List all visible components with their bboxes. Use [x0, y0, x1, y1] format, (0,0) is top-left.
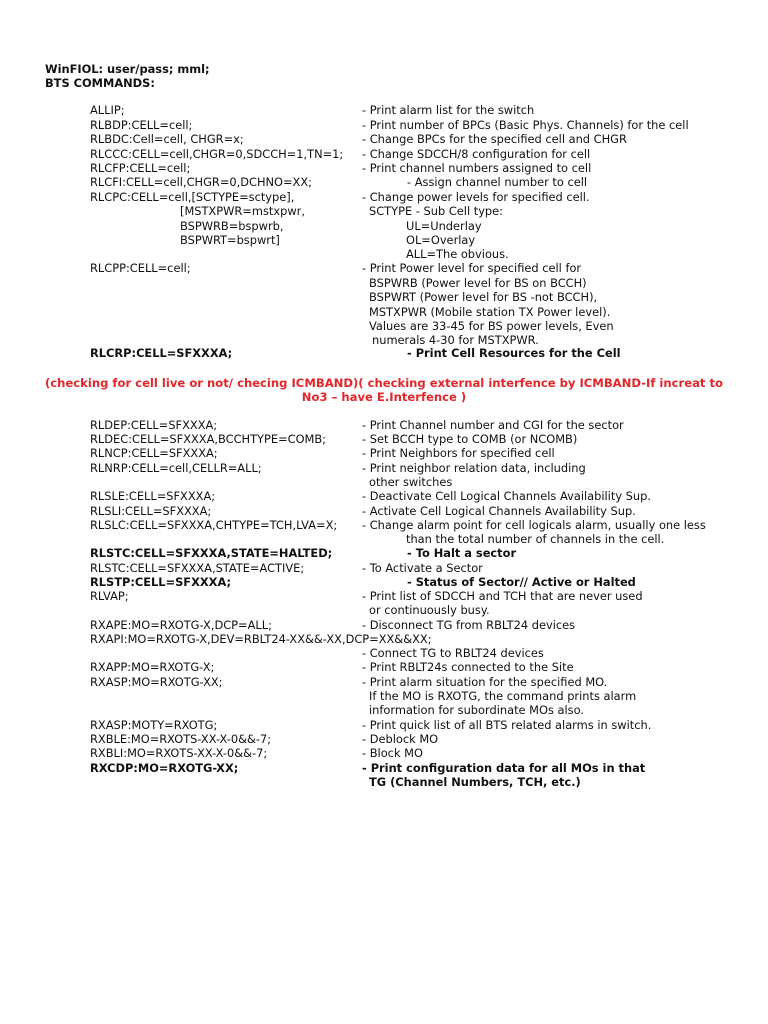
command-text: RLNCP:CELL=SFXXXA; — [90, 446, 218, 460]
command-description: - Deblock MO — [362, 732, 439, 746]
command-description: MSTXPWR (Mobile station TX Power level). — [369, 305, 611, 319]
command-description: - Set BCCH type to COMB (or NCOMB) — [362, 432, 578, 446]
command-description: - Print configuration data for all MOs in that — [362, 761, 646, 775]
command-text: RLCFP:CELL=cell; — [90, 161, 191, 175]
command-text: RLSTC:CELL=SFXXXA,STATE=ACTIVE; — [90, 561, 305, 575]
command-text: RXAPE:MO=RXOTG-X,DCP=ALL; — [90, 618, 272, 632]
command-description: - Print neighbor relation data, including — [362, 461, 586, 475]
command-description: - Print alarm list for the switch — [362, 103, 535, 117]
command-description: BSPWRB (Power level for BS on BCCH) — [369, 276, 587, 290]
command-description: If the MO is RXOTG, the command prints alarm — [369, 689, 637, 703]
command-text: RLCPC:CELL=cell,[SCTYPE=sctype], — [90, 190, 295, 204]
command-text: RXAPI:MO=RXOTG-X,DEV=RBLT24-XX&&-XX,DCP=XX&&XX; — [90, 632, 432, 646]
command-text: RXAPP:MO=RXOTG-X; — [90, 660, 215, 674]
command-description: other switches — [369, 475, 453, 489]
command-text: BSPWRB=bspwrb, — [180, 219, 284, 233]
command-text: RLSLE:CELL=SFXXXA; — [90, 489, 216, 503]
command-text: ALLIP; — [90, 103, 125, 117]
command-description: - Print Cell Resources for the Cell — [407, 346, 621, 360]
notice-line-2: No3 – have E.Interfence ) — [301, 390, 467, 404]
command-text: RLVAP; — [90, 589, 129, 603]
command-text: [MSTXPWR=mstxpwr, — [180, 204, 305, 218]
command-description: - Print Channel number and CGI for the sector — [362, 418, 624, 432]
command-text: RXASP:MO=RXOTG-XX; — [90, 675, 223, 689]
command-description: - Deactivate Cell Logical Channels Availability Sup. — [362, 489, 651, 503]
command-description: than the total number of channels in the cell. — [406, 532, 665, 546]
header-line-1: WinFIOL: user/pass; mml; — [45, 62, 210, 76]
command-description: - Change alarm point for cell logicals alarm, usually one less — [362, 518, 706, 532]
command-description: - Print quick list of all BTS related alarms in switch. — [362, 718, 652, 732]
command-text: RLSLI:CELL=SFXXXA; — [90, 504, 212, 518]
command-description: - Change power levels for specified cell. — [362, 190, 590, 204]
command-description: - Print Power level for specified cell for — [362, 261, 582, 275]
command-description: - To Halt a sector — [407, 546, 517, 560]
command-text: BSPWRT=bspwrt] — [180, 233, 280, 247]
command-description: - Change SDCCH/8 configuration for cell — [362, 147, 591, 161]
command-text: RXCDP:MO=RXOTG-XX; — [90, 761, 239, 775]
command-description: ALL=The obvious. — [406, 247, 509, 261]
command-description: information for subordinate MOs also. — [369, 703, 584, 717]
command-description: - Print Neighbors for specified cell — [362, 446, 555, 460]
command-description: OL=Overlay — [406, 233, 476, 247]
command-description: SCTYPE - Sub Cell type: — [369, 204, 504, 218]
command-text: RLSTP:CELL=SFXXXA; — [90, 575, 232, 589]
command-description: or continuously busy. — [369, 603, 490, 617]
command-description: - Block MO — [362, 746, 423, 760]
command-description: - Print number of BPCs (Basic Phys. Channels) for the cell — [362, 118, 689, 132]
command-description: TG (Channel Numbers, TCH, etc.) — [369, 775, 581, 789]
command-description: - Connect TG to RBLT24 devices — [362, 646, 544, 660]
command-description: - Print alarm situation for the specified MO. — [362, 675, 608, 689]
command-text: RLNRP:CELL=cell,CELLR=ALL; — [90, 461, 262, 475]
command-description: numerals 4-30 for MSTXPWR. — [372, 333, 539, 347]
command-description: - To Activate a Sector — [362, 561, 483, 575]
command-text: RXASP:MOTY=RXOTG; — [90, 718, 218, 732]
command-text: RLBDP:CELL=cell; — [90, 118, 193, 132]
command-text: RLBDC:Cell=cell, CHGR=x; — [90, 132, 244, 146]
command-text: RLDEP:CELL=SFXXXA; — [90, 418, 218, 432]
header-line-2: BTS COMMANDS: — [45, 76, 155, 90]
command-description: - Print list of SDCCH and TCH that are never used — [362, 589, 643, 603]
command-description: - Print RBLT24s connected to the Site — [362, 660, 574, 674]
command-description: Values are 33-45 for BS power levels, Even — [369, 319, 614, 333]
command-description: - Disconnect TG from RBLT24 devices — [362, 618, 576, 632]
command-description: - Print channel numbers assigned to cell — [362, 161, 592, 175]
command-description: UL=Underlay — [406, 219, 482, 233]
command-description: - Assign channel number to cell — [407, 175, 588, 189]
command-description: - Change BPCs for the specified cell and CHGR — [362, 132, 627, 146]
command-text: RLSTC:CELL=SFXXXA,STATE=HALTED; — [90, 546, 333, 560]
command-text: RLSLC:CELL=SFXXXA,CHTYPE=TCH,LVA=X; — [90, 518, 338, 532]
command-text: RLCPP:CELL=cell; — [90, 261, 191, 275]
notice-line-1: (checking for cell live or not/ checing ICMBAND)( checking external interfence by ICMBAND-If increat to — [45, 376, 723, 390]
command-text: RLCCC:CELL=cell,CHGR=0,SDCCH=1,TN=1; — [90, 147, 344, 161]
command-text: RXBLI:MO=RXOTS-XX-X-0&&-7; — [90, 746, 268, 760]
command-description: - Activate Cell Logical Channels Availability Sup. — [362, 504, 636, 518]
command-text: RLCRP:CELL=SFXXXA; — [90, 346, 233, 360]
command-description: - Status of Sector// Active or Halted — [407, 575, 636, 589]
command-text: RXBLE:MO=RXOTS-XX-X-0&&-7; — [90, 732, 272, 746]
command-text: RLCFI:CELL=cell,CHGR=0,DCHNO=XX; — [90, 175, 313, 189]
command-description: BSPWRT (Power level for BS -not BCCH), — [369, 290, 598, 304]
command-text: RLDEC:CELL=SFXXXA,BCCHTYPE=COMB; — [90, 432, 327, 446]
